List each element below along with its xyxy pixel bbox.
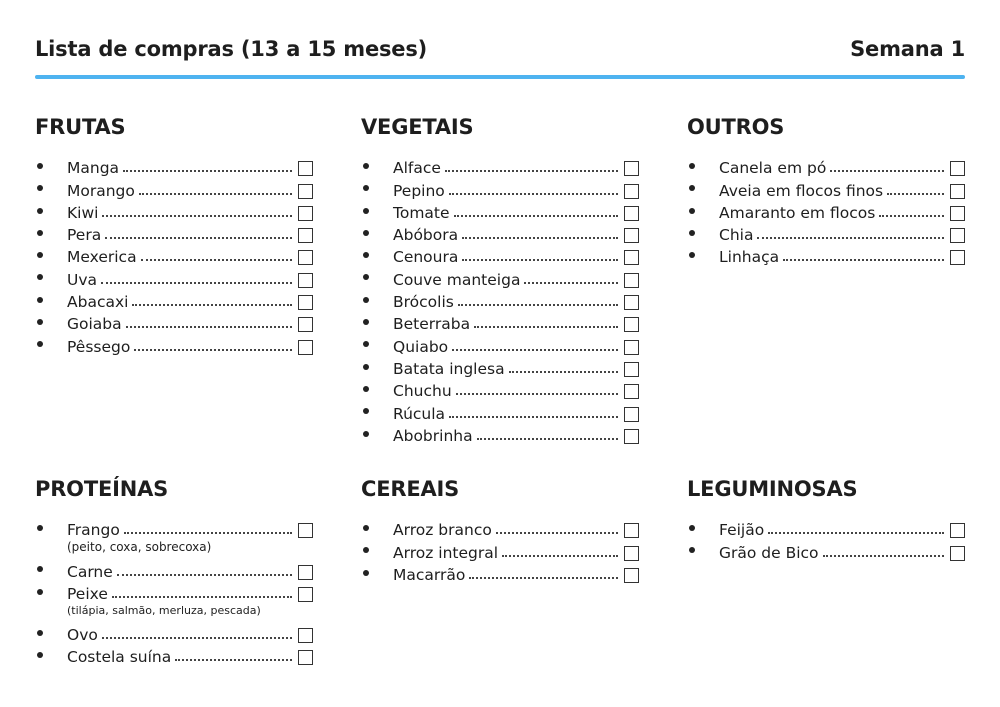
item-checkbox[interactable]: [298, 206, 313, 221]
item-list: [687, 517, 965, 562]
dot-leader: [102, 215, 292, 217]
item-checkbox[interactable]: [624, 228, 639, 243]
dot-leader: [456, 393, 618, 395]
item-checkbox[interactable]: [624, 295, 639, 310]
dot-leader: [757, 237, 944, 239]
list-item: [35, 333, 313, 355]
dot-leader: [452, 349, 618, 351]
dot-leader: [141, 259, 292, 261]
dot-leader: [123, 170, 292, 172]
dot-leader: [117, 574, 292, 576]
list-item: [687, 222, 965, 244]
item-label: Pêssego: [67, 337, 131, 356]
dot-leader: [112, 596, 292, 598]
list-item: [35, 644, 313, 666]
dot-leader: [496, 532, 618, 534]
item-label: Abacaxi: [67, 293, 129, 312]
section-title: PROTEÍNAS: [35, 477, 169, 501]
list-item: [35, 517, 313, 554]
item-label: Goiaba: [67, 315, 122, 334]
item-checkbox[interactable]: [624, 206, 639, 221]
item-checkbox[interactable]: [298, 295, 313, 310]
item-note: (tilápia, salmão, merluza, pescada): [67, 603, 261, 617]
list-item: [687, 200, 965, 222]
item-checkbox[interactable]: [624, 523, 639, 538]
dot-leader: [509, 371, 618, 373]
list-item: [35, 581, 313, 618]
item-checkbox[interactable]: [624, 568, 639, 583]
item-label: Aveia em flocos finos: [719, 181, 884, 200]
section-vegetais: [361, 114, 639, 445]
list-item: [35, 244, 313, 266]
dot-leader: [469, 577, 618, 579]
item-checkbox[interactable]: [624, 407, 639, 422]
item-label: Costela suína: [67, 648, 172, 667]
item-label: Tomate: [393, 203, 450, 222]
item-label: Abobrinha: [393, 426, 473, 445]
list-item: [361, 356, 639, 378]
page-title: Lista de compras (13 a 15 meses): [35, 37, 428, 61]
item-note: (peito, coxa, sobrecoxa): [67, 540, 212, 555]
dot-leader: [524, 282, 618, 284]
section-leguminosas: [687, 476, 965, 562]
dot-leader: [126, 326, 292, 328]
item-checkbox[interactable]: [624, 250, 639, 265]
item-list: [35, 155, 313, 356]
section-frutas: [35, 114, 313, 356]
dot-leader: [449, 193, 618, 195]
list-item: [361, 400, 639, 422]
item-checkbox[interactable]: [950, 206, 965, 221]
list-item: [35, 177, 313, 199]
section-title: OUTROS: [687, 115, 785, 139]
list-item: [361, 562, 639, 584]
list-item: [361, 423, 639, 445]
item-checkbox[interactable]: [298, 565, 313, 580]
list-item: [361, 311, 639, 333]
dot-leader: [462, 259, 618, 261]
item-checkbox[interactable]: [298, 228, 313, 243]
item-label: Feijão: [719, 521, 765, 540]
item-list: [361, 155, 639, 445]
item-label: Morango: [67, 181, 135, 200]
item-checkbox[interactable]: [624, 273, 639, 288]
item-checkbox[interactable]: [298, 340, 313, 355]
item-label: Frango: [67, 521, 120, 540]
dot-leader: [879, 215, 944, 217]
item-checkbox[interactable]: [950, 161, 965, 176]
item-checkbox[interactable]: [298, 250, 313, 265]
item-label: Chuchu: [393, 382, 452, 401]
item-label: Brócolis: [393, 293, 454, 312]
header-divider: [35, 75, 965, 79]
item-checkbox[interactable]: [950, 250, 965, 265]
item-checkbox[interactable]: [950, 184, 965, 199]
dot-leader: [454, 215, 618, 217]
dot-leader: [132, 304, 292, 306]
item-label: Grão de Bico: [719, 543, 819, 562]
item-label: Linhaça: [719, 248, 780, 267]
section-title: CEREAIS: [361, 477, 460, 501]
item-label: Pera: [67, 226, 102, 245]
list-item: [361, 378, 639, 400]
item-checkbox[interactable]: [624, 546, 639, 561]
section-proteinas: [35, 476, 313, 666]
list-item: [35, 311, 313, 333]
list-item: [687, 177, 965, 199]
dot-leader: [134, 349, 292, 351]
list-item: [361, 155, 639, 177]
section-title: LEGUMINOSAS: [687, 477, 858, 501]
item-checkbox[interactable]: [298, 317, 313, 332]
dot-leader: [823, 555, 944, 557]
list-item: [35, 266, 313, 288]
item-checkbox[interactable]: [624, 317, 639, 332]
item-list: [35, 517, 313, 666]
item-label: Arroz branco: [393, 521, 492, 540]
list-item: [361, 266, 639, 288]
list-item: [361, 289, 639, 311]
item-label: Abóbora: [393, 226, 459, 245]
dot-leader: [783, 259, 944, 261]
list-item: [361, 244, 639, 266]
item-checkbox[interactable]: [624, 362, 639, 377]
item-list: [361, 517, 639, 584]
item-checkbox[interactable]: [624, 429, 639, 444]
dot-leader: [102, 637, 292, 639]
list-item: [35, 289, 313, 311]
item-checkbox[interactable]: [950, 546, 965, 561]
list-item: [687, 155, 965, 177]
week-label: Semana 1: [850, 37, 965, 61]
list-item: [361, 200, 639, 222]
list-item: [361, 517, 639, 539]
item-checkbox[interactable]: [298, 587, 313, 602]
item-checkbox[interactable]: [298, 523, 313, 538]
item-label: Rúcula: [393, 404, 446, 423]
dot-leader: [830, 170, 944, 172]
item-label: Uva: [67, 270, 98, 289]
item-label: Quiabo: [393, 337, 449, 356]
dot-leader: [105, 237, 292, 239]
item-checkbox[interactable]: [624, 184, 639, 199]
list-item: [687, 244, 965, 266]
list-item: [35, 222, 313, 244]
item-checkbox[interactable]: [298, 184, 313, 199]
item-checkbox[interactable]: [298, 273, 313, 288]
item-checkbox[interactable]: [950, 523, 965, 538]
item-label: Ovo: [67, 626, 98, 645]
item-label: Batata inglesa: [393, 359, 505, 378]
item-list: [687, 155, 965, 266]
list-item: [687, 539, 965, 561]
section-outros: [687, 114, 965, 266]
item-checkbox[interactable]: [298, 650, 313, 665]
item-checkbox[interactable]: [298, 161, 313, 176]
dot-leader: [124, 532, 292, 534]
dot-leader: [887, 193, 944, 195]
item-label: Canela em pó: [719, 159, 827, 178]
item-label: Beterraba: [393, 315, 471, 334]
list-item: [35, 622, 313, 644]
dot-leader: [474, 326, 618, 328]
dot-leader: [477, 438, 618, 440]
item-label: Manga: [67, 159, 120, 178]
dot-leader: [458, 304, 618, 306]
list-item: [35, 155, 313, 177]
item-label: Couve manteiga: [393, 270, 521, 289]
item-label: Arroz integral: [393, 543, 499, 562]
item-label: Amaranto em flocos: [719, 203, 876, 222]
section-title: VEGETAIS: [361, 115, 474, 139]
item-label: Carne: [67, 562, 113, 581]
item-checkbox[interactable]: [624, 161, 639, 176]
list-item: [35, 558, 313, 580]
dot-leader: [445, 170, 618, 172]
section-cereais: [361, 476, 639, 584]
item-checkbox[interactable]: [624, 340, 639, 355]
dot-leader: [175, 659, 292, 661]
dot-leader: [462, 237, 618, 239]
dot-leader: [768, 532, 944, 534]
item-checkbox[interactable]: [298, 628, 313, 643]
dot-leader: [449, 416, 618, 418]
list-item: [687, 517, 965, 539]
list-item: [35, 200, 313, 222]
list-item: [361, 539, 639, 561]
list-item: [361, 177, 639, 199]
item-label: Cenoura: [393, 248, 459, 267]
list-item: [361, 333, 639, 355]
item-label: Kiwi: [67, 203, 99, 222]
item-label: Peixe: [67, 584, 108, 603]
item-label: Alface: [393, 159, 441, 178]
item-label: Pepino: [393, 181, 445, 200]
dot-leader: [101, 282, 292, 284]
section-title: FRUTAS: [35, 115, 126, 139]
item-checkbox[interactable]: [950, 228, 965, 243]
item-label: Macarrão: [393, 565, 466, 584]
list-item: [361, 222, 639, 244]
page-header: [35, 34, 965, 64]
dot-leader: [502, 555, 618, 557]
item-label: Chia: [719, 226, 754, 245]
item-label: Mexerica: [67, 248, 137, 267]
dot-leader: [139, 193, 292, 195]
item-checkbox[interactable]: [624, 384, 639, 399]
